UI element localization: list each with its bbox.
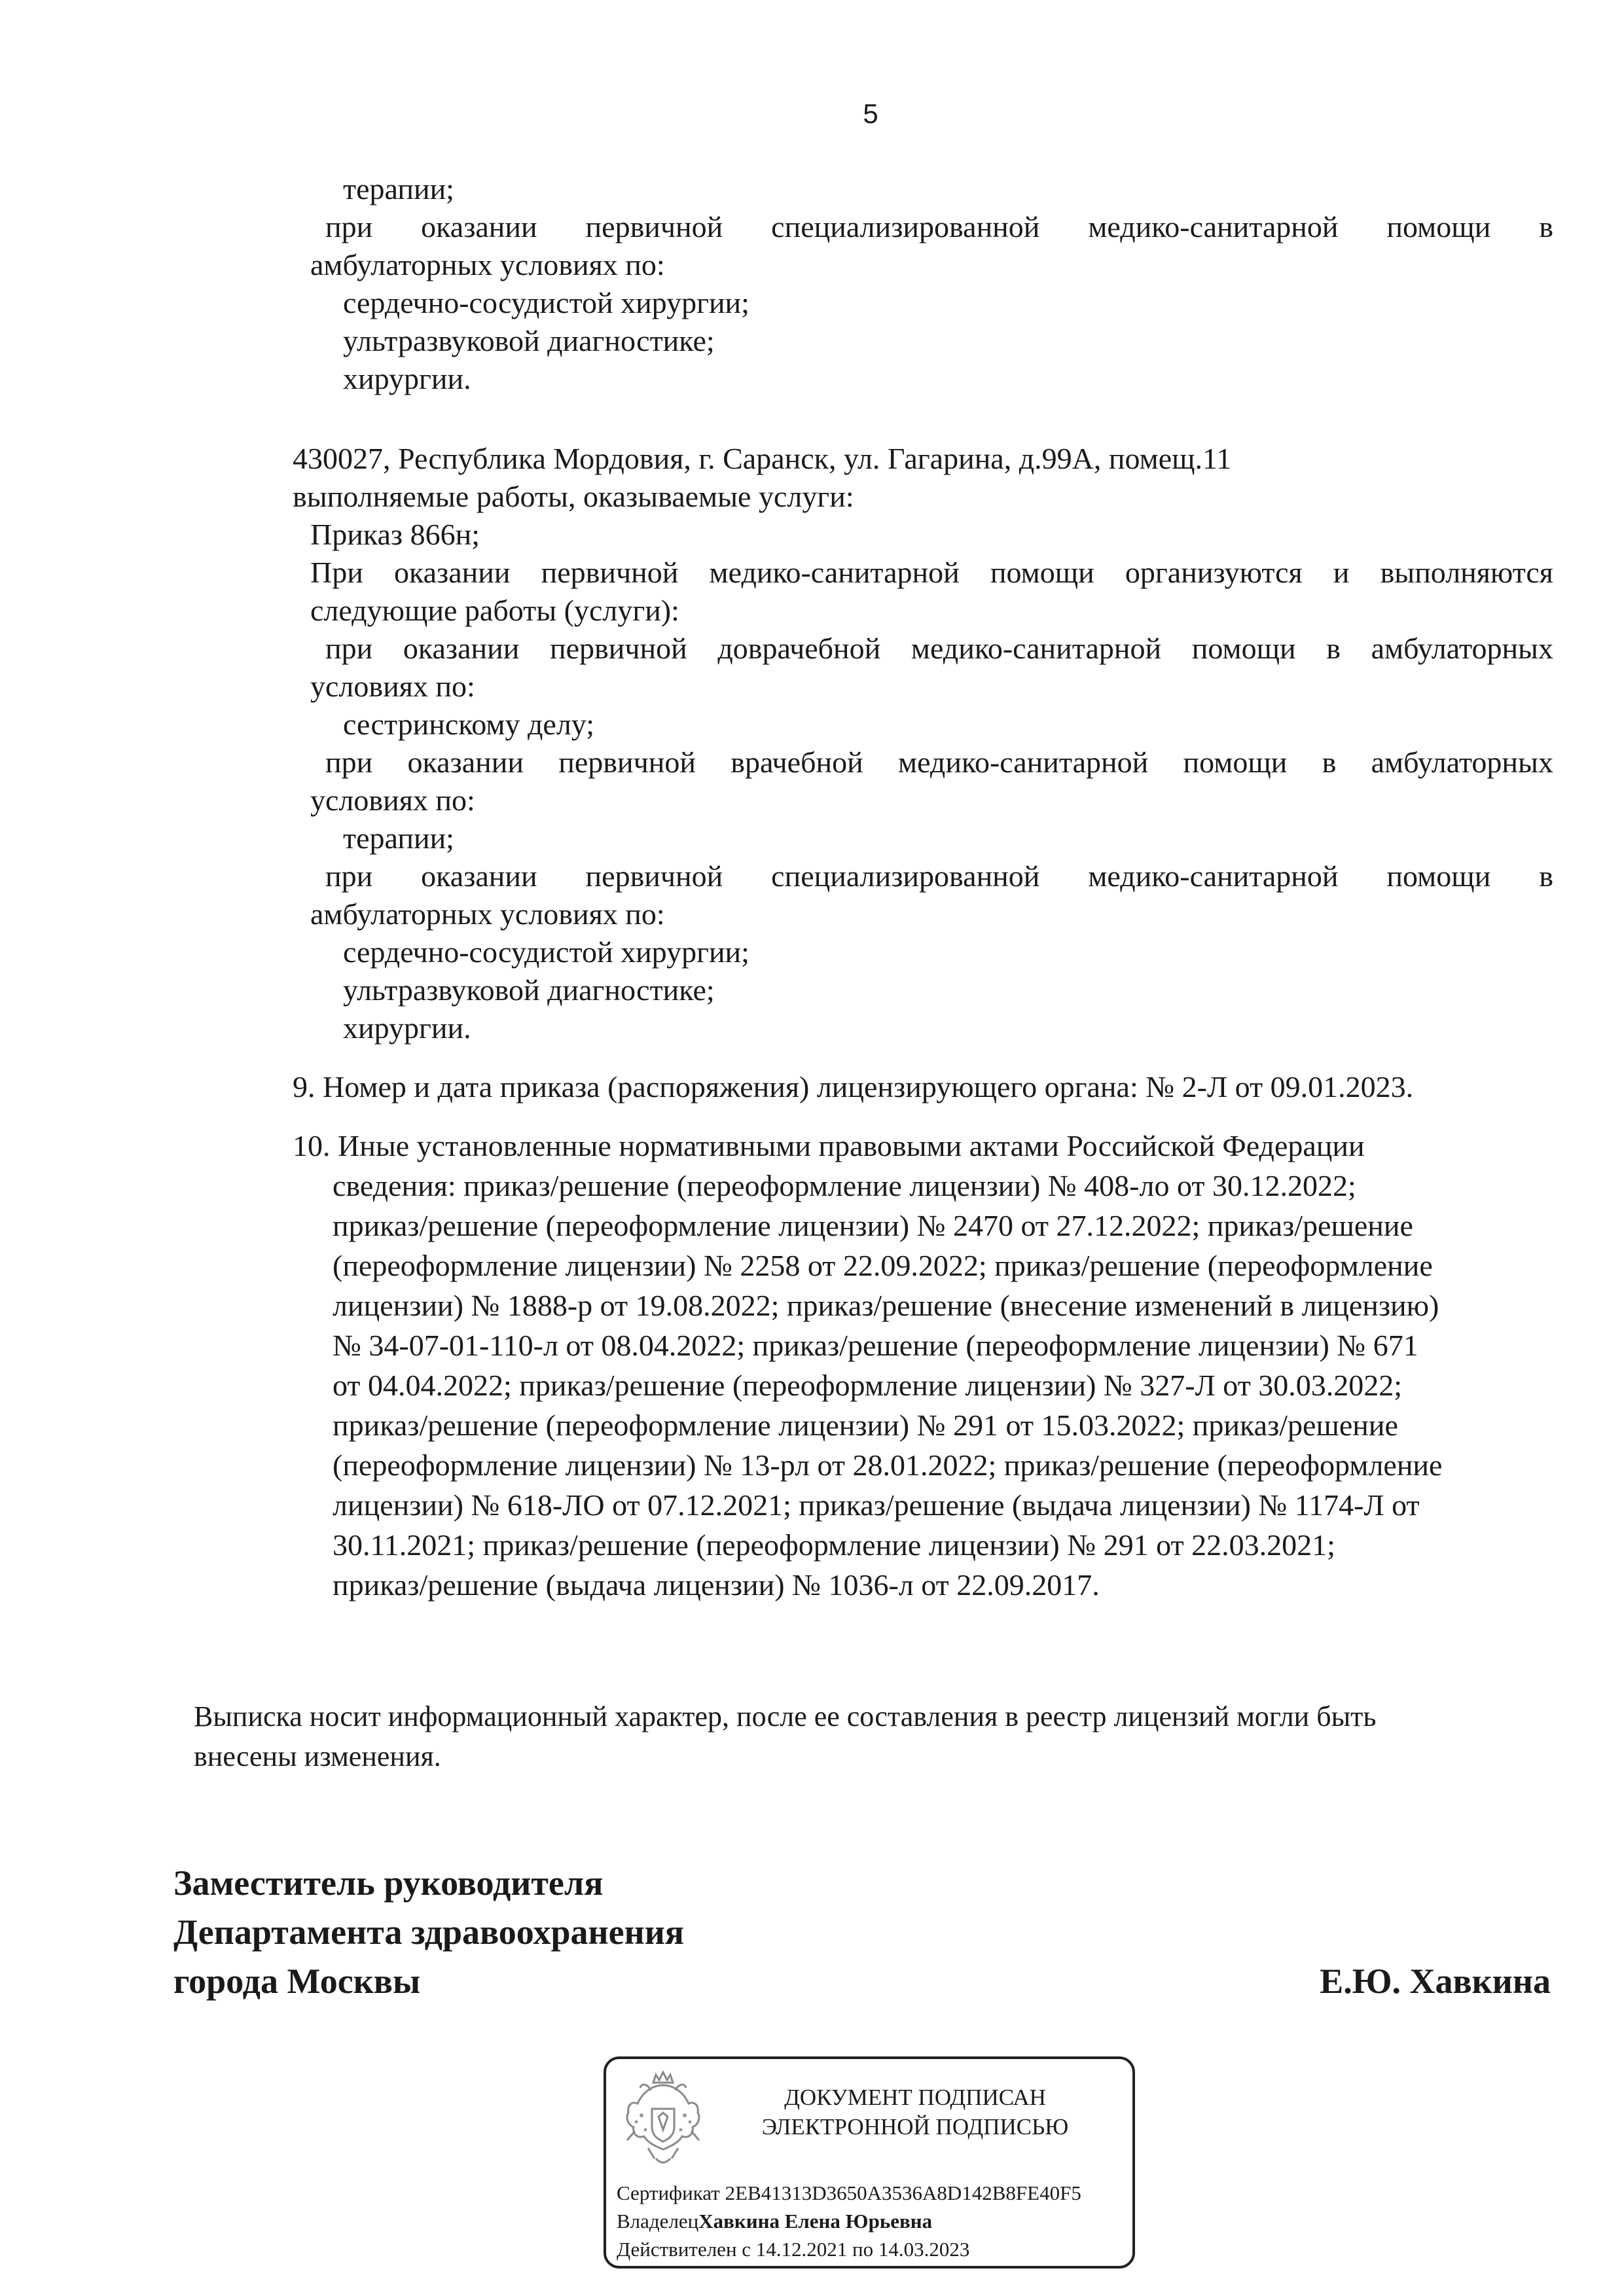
word: и [1333, 556, 1350, 589]
service-line: терапии; [343, 821, 454, 855]
service-line: амбулаторных условиях по: [310, 897, 665, 931]
justified-line [325, 857, 1553, 895]
word: медико-санитарной [1088, 859, 1339, 893]
word: первичной [541, 556, 679, 589]
disclaimer-line: Выписка носит информационный характер, после ее составления в реестр лицензий могли быть [194, 1700, 1377, 1732]
word: При [310, 556, 363, 589]
signatory-name: Е.Ю. Хавкина [1320, 1962, 1551, 2001]
clause-10-line: лицензии) № 618-ЛО от 07.12.2021; приказ/решение (выдача лицензии) № 1174-Л от [333, 1488, 1420, 1522]
service-line: амбулаторных условиях по: [310, 248, 665, 281]
justified-line [325, 744, 1553, 781]
service-line: сестринскому делу; [343, 708, 594, 741]
validity-line: Действителен с 14.12.2021 по 14.03.2023 [617, 2238, 970, 2261]
word: при [325, 745, 373, 779]
word: медико-санитарной [709, 556, 960, 589]
word: оказании [403, 632, 520, 665]
word: организуются [1125, 556, 1303, 589]
word: первичной [585, 210, 723, 243]
word: помощи [990, 556, 1094, 589]
word: помощи [1386, 859, 1491, 893]
owner-label: Владелец [617, 2210, 699, 2233]
word: в [1326, 632, 1341, 665]
clause-10-line: от 04.04.2022; приказ/решение (переоформление лицензии) № 327-Л от 30.03.2022; [333, 1369, 1403, 1402]
clause-10-line: приказ/решение (переоформление лицензии) № 2470 от 27.12.2022; приказ/решение [333, 1209, 1413, 1242]
e-signature-stamp [604, 2056, 1135, 2269]
word: оказании [421, 859, 537, 893]
word: оказании [393, 556, 511, 589]
clause-10-line: 10. Иные установленные нормативными правовыми актами Российской Федерации [293, 1129, 1365, 1162]
stamp-heading-line: ЭЛЕКТРОННОЙ ПОДПИСЬЮ [761, 2114, 1069, 2140]
word: амбулаторных [1371, 632, 1553, 665]
clause-10-line: сведения: приказ/решение (переоформление лицензии) № 408-ло от 30.12.2022; [333, 1169, 1356, 1202]
service-line: сердечно-сосудистой хирургии; [343, 935, 749, 969]
service-line: сердечно-сосудистой хирургии; [343, 286, 749, 319]
service-line: хирургии. [343, 1011, 471, 1045]
signatory-position: Департамента здравоохранения [173, 1912, 685, 1952]
word: в [1322, 745, 1337, 779]
coat-of-arms-icon [622, 2071, 704, 2170]
word: помощи [1183, 745, 1288, 779]
word: первичной [585, 859, 723, 893]
stamp-heading [717, 2083, 1113, 2142]
order-ref: Приказ 866н; [310, 518, 480, 551]
certificate-line [617, 2180, 1081, 2206]
owner-value: Хавкина Елена Юрьевна [698, 2210, 933, 2233]
service-line: терапии; [343, 172, 454, 206]
word: медико-санитарной [1088, 210, 1339, 243]
service-line: ультразвуковой диагностике; [343, 973, 715, 1007]
certificate-label: Сертификат [617, 2181, 720, 2204]
clause-10-line: 30.11.2021; приказ/решение (переоформление лицензии) № 291 от 22.03.2021; [333, 1528, 1335, 1562]
word: помощи [1191, 632, 1296, 665]
service-line: условиях по: [310, 670, 475, 703]
word: первичной [558, 745, 696, 779]
word: медико-санитарной [898, 745, 1149, 779]
word: первичной [550, 632, 687, 665]
page-number: 5 [863, 98, 878, 129]
clause-10-line: № 34-07-01-110-л от 08.04.2022; приказ/решение (переоформление лицензии) № 671 [333, 1329, 1418, 1362]
service-line: ультразвуковой диагностике; [343, 324, 715, 357]
justified-line [325, 630, 1553, 668]
service-line: следующие работы (услуги): [310, 594, 679, 627]
word: оказании [421, 210, 537, 243]
service-line: условиях по: [310, 783, 475, 817]
word: в [1539, 859, 1553, 893]
justified-line [310, 554, 1553, 592]
word: помощи [1386, 210, 1491, 243]
works-label: выполняемые работы, оказываемые услуги: [293, 480, 854, 513]
word: амбулаторных [1371, 745, 1553, 779]
clause-10-line: (переоформление лицензии) № 2258 от 22.09.2022; приказ/решение (переоформление [333, 1249, 1433, 1282]
stamp-heading-line: ДОКУМЕНТ ПОДПИСАН [784, 2085, 1046, 2110]
clause-10-line: приказ/решение (выдача лицензии) № 1036-л от 22.09.2017. [333, 1568, 1100, 1602]
certificate-value: 2EB41313D3650A3536A8D142B8FE40F5 [725, 2181, 1081, 2204]
word: доврачебной [717, 632, 881, 665]
word: при [325, 210, 373, 243]
address: 430027, Республика Мордовия, г. Саранск, ул. Гагарина, д.99А, помещ.11 [293, 442, 1232, 475]
word: оказании [407, 745, 524, 779]
signatory-position: Заместитель руководителя [173, 1863, 604, 1903]
clause-10-line: лицензии) № 1888-р от 19.08.2022; приказ/решение (внесение изменений в лицензию) [333, 1289, 1439, 1322]
word: специализированной [771, 859, 1040, 893]
signatory-position: города Москвы [173, 1962, 421, 2001]
clause-10-line: приказ/решение (переоформление лицензии) № 291 от 15.03.2022; приказ/решение [333, 1408, 1398, 1442]
justified-line [325, 208, 1553, 246]
word: специализированной [771, 210, 1040, 243]
word: в [1539, 210, 1553, 243]
clause-10-line: (переоформление лицензии) № 13-рл от 28.01.2022; приказ/решение (переоформление [333, 1448, 1443, 1482]
word: при [325, 632, 373, 665]
clause-9: 9. Номер и дата приказа (распоряжения) лицензирующего органа: № 2-Л от 09.01.2023. [293, 1070, 1414, 1103]
disclaimer-line: внесены изменения. [194, 1740, 441, 1772]
service-line: хирургии. [343, 362, 471, 395]
word: врачебной [731, 745, 863, 779]
word: выполняются [1380, 556, 1553, 589]
word: медико-санитарной [911, 632, 1162, 665]
word: при [325, 859, 373, 893]
owner-line [617, 2208, 932, 2234]
